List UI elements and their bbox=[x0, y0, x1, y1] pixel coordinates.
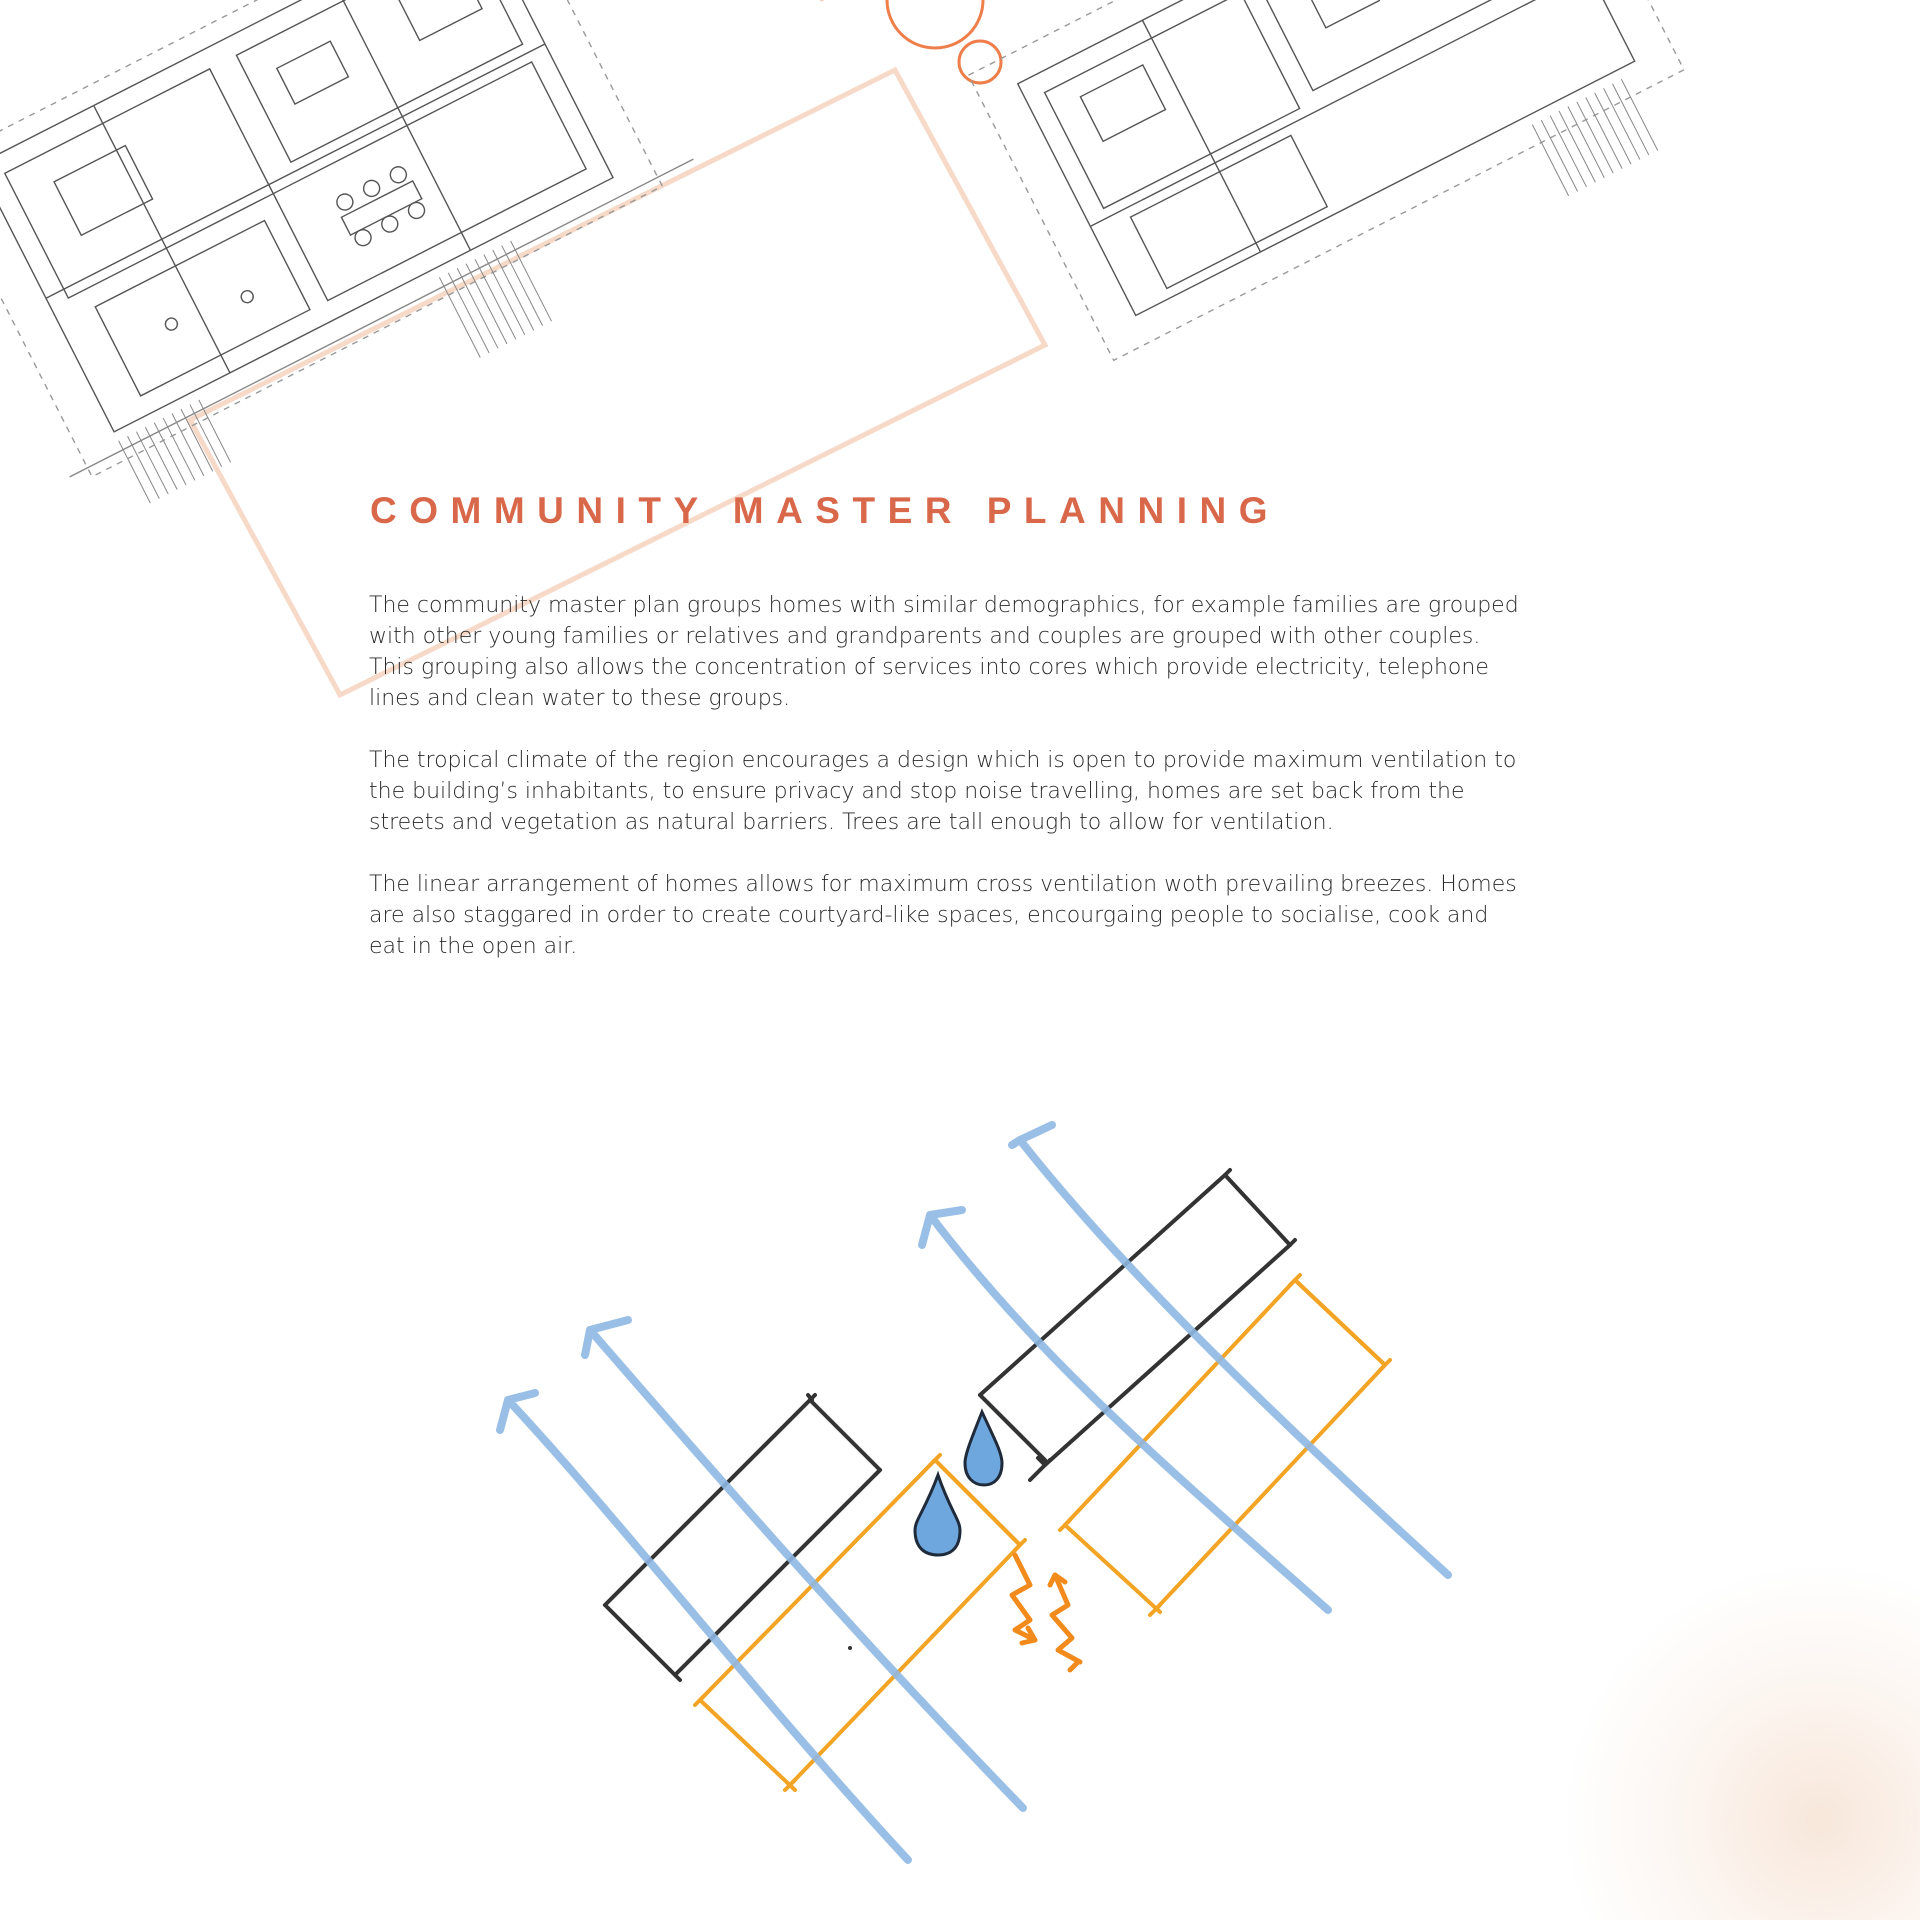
water-drop-2 bbox=[965, 1412, 1002, 1485]
lightning-icon bbox=[1012, 1555, 1080, 1670]
paragraph-ventilation: The linear arrangement of homes allows for maximum cross ventilation woth prevailing breezes. Homes are also staggared in order to create courtyard-like spaces, encourgaing people to socialise, cook and eat in the open air. bbox=[369, 872, 1517, 959]
breeze-arrow-4-head bbox=[1012, 1125, 1052, 1145]
page-title: COMMUNITY MASTER PLANNING bbox=[370, 490, 1280, 531]
spark-1 bbox=[1012, 1555, 1035, 1640]
sketch-dot bbox=[848, 1646, 852, 1650]
water-drop-1 bbox=[915, 1475, 960, 1555]
paragraph-climate: The tropical climate of the region encourages a design which is open to provide maximum ventilation to the building’s inhabitants, to ensure privacy and stop noise travelling, homes are set back from the streets and vegetation as natural barriers. Trees are tall enough to allow for ventilation. bbox=[369, 748, 1517, 835]
new-homes bbox=[695, 1275, 1390, 1790]
spark-2-tail bbox=[1070, 1662, 1078, 1670]
paragraph-demographics: The community master plan groups homes with similar demographics, for example families are grouped with other young families or relatives and grandparents and couples are grouped with other couples. This grouping also allows the concentration of services into cores which provide electricity, telephone lines and clean water to these groups. bbox=[369, 593, 1519, 711]
breeze-arrow-4 bbox=[1020, 1140, 1448, 1575]
arrow-icon bbox=[500, 1125, 1448, 1860]
spark-2 bbox=[1052, 1575, 1080, 1662]
